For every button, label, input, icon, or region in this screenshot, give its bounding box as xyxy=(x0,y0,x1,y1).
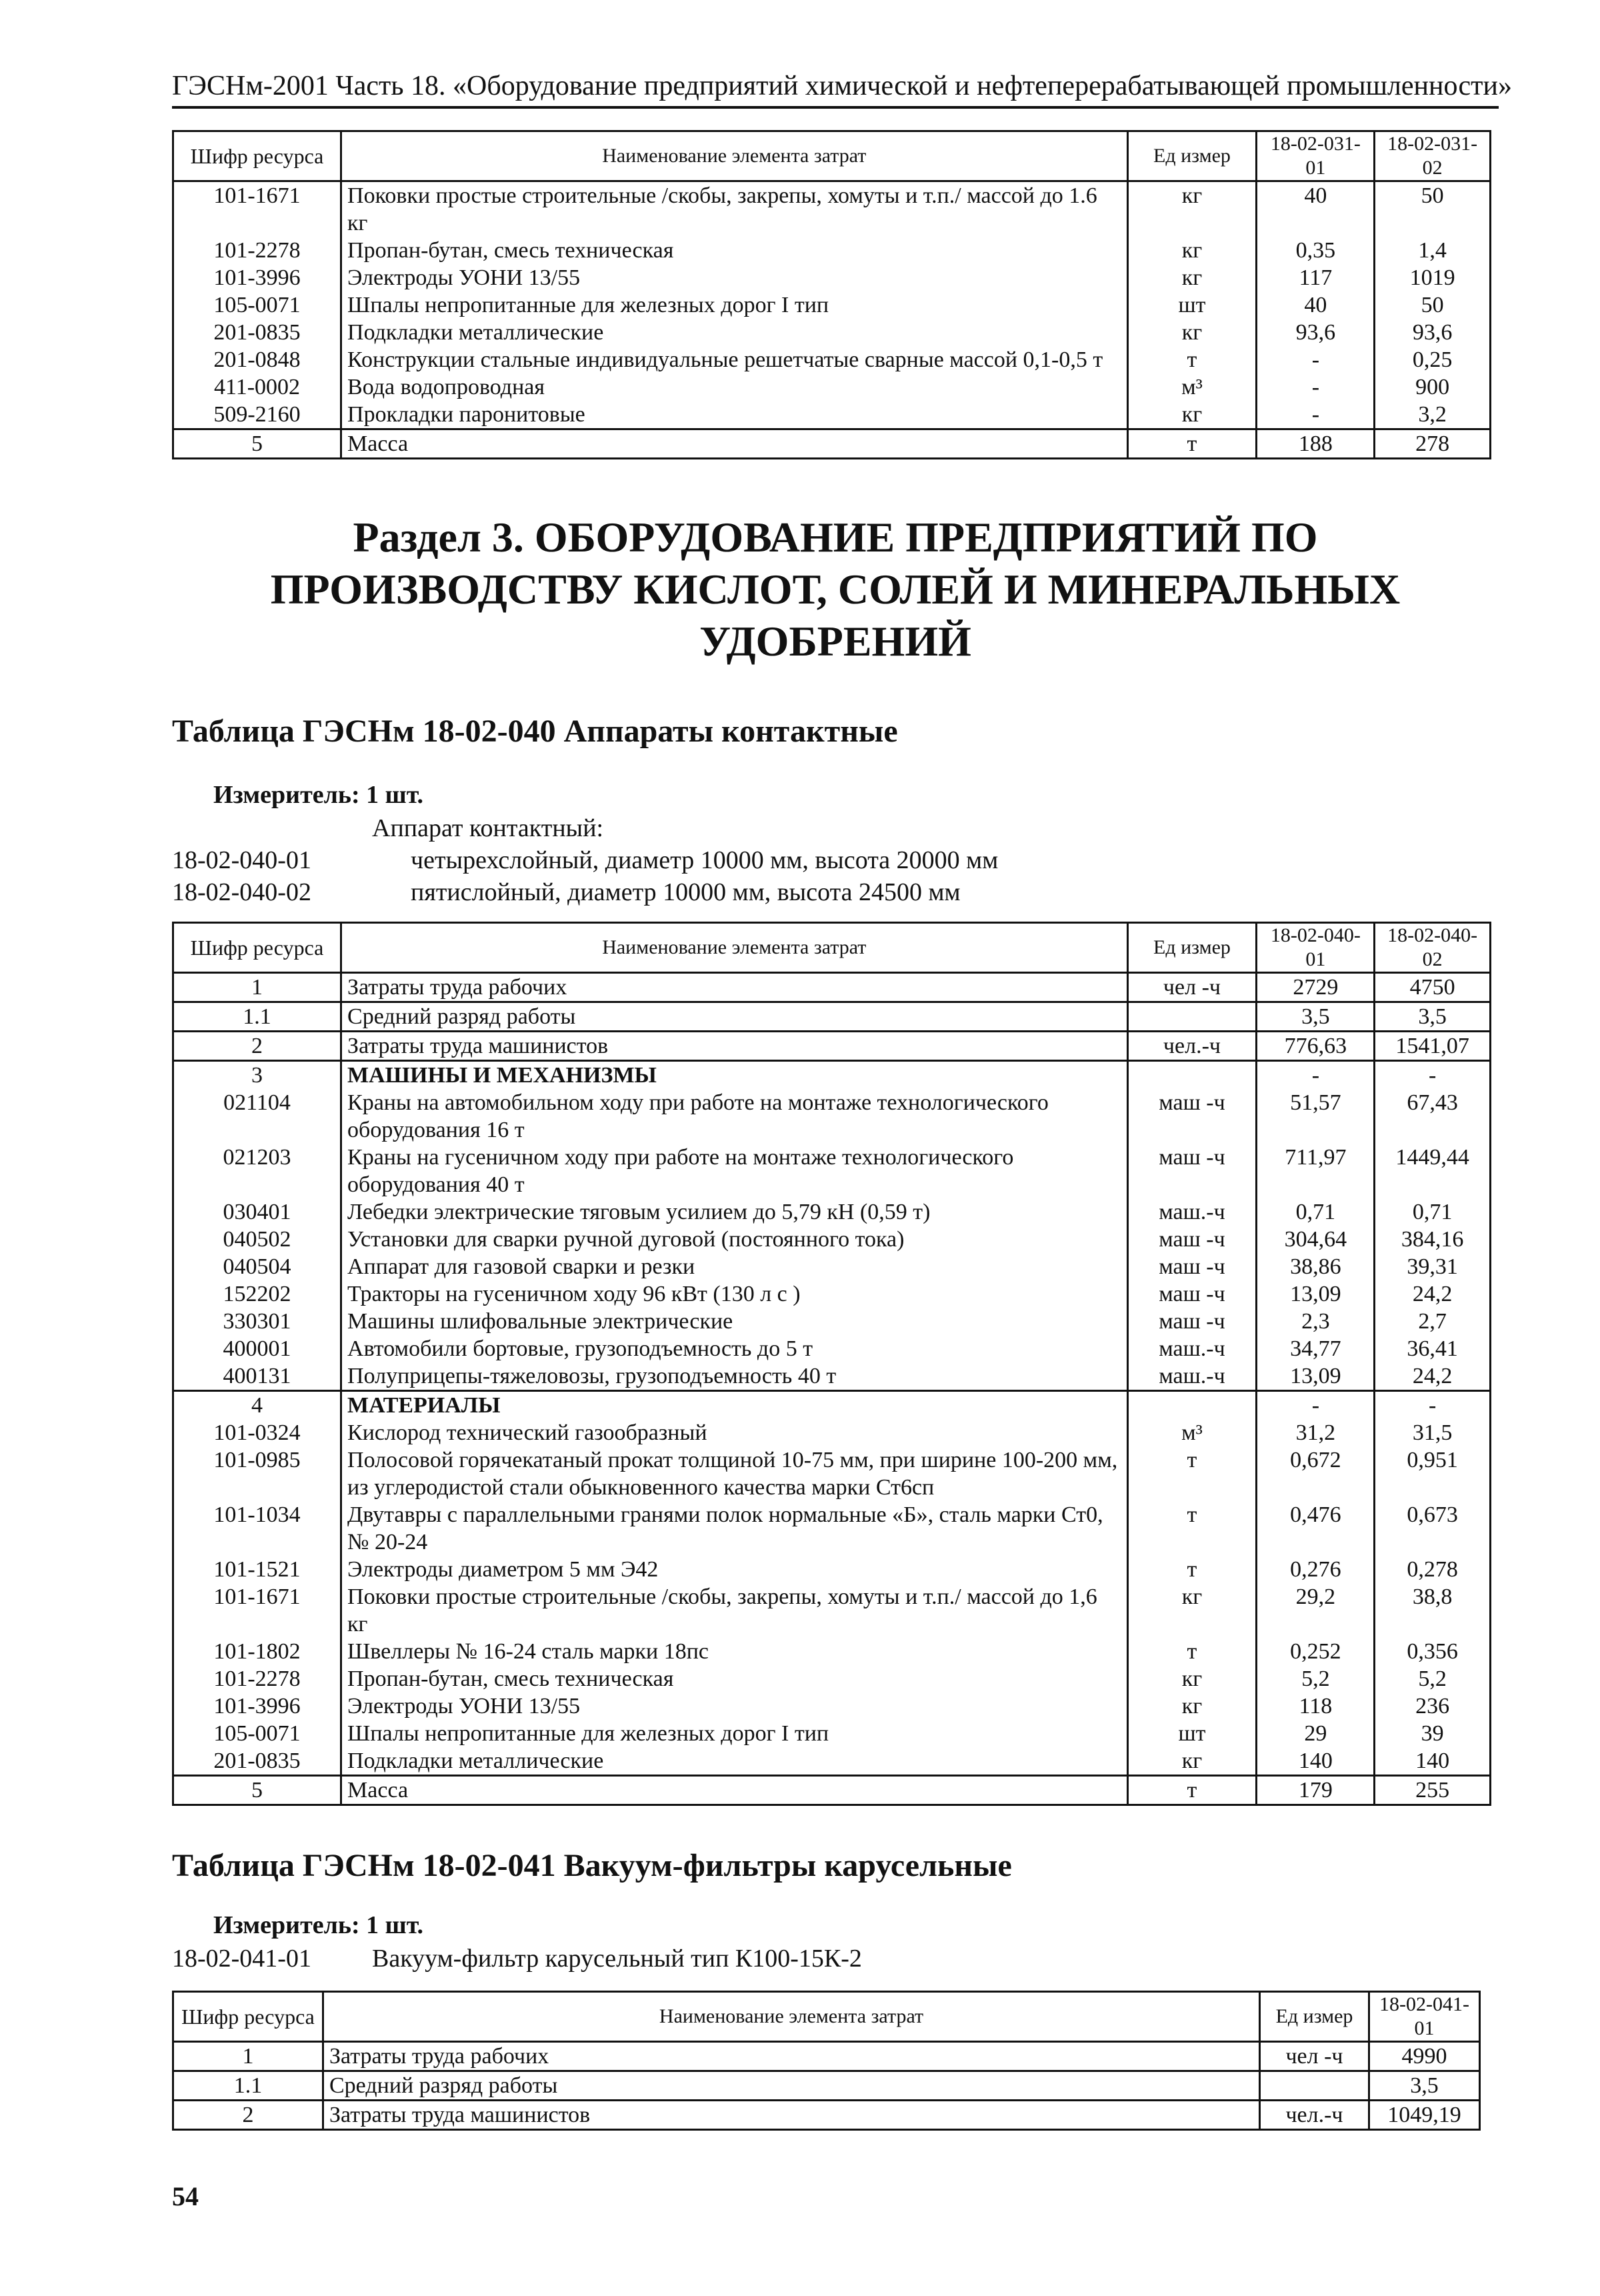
table-row xyxy=(173,1362,1491,1391)
unit xyxy=(1260,2071,1369,2101)
quantity-2: 50 xyxy=(1375,291,1491,319)
quantity-1: 38,86 xyxy=(1257,1253,1375,1280)
quantity-2: 93,6 xyxy=(1375,319,1491,346)
cost-element-name: Лебедки электрические тяговым усилием до 5,79 кН (0,59 т) xyxy=(341,1198,1128,1226)
unit: т xyxy=(1127,346,1257,373)
quantity-2: 24,2 xyxy=(1375,1362,1491,1391)
quantity-1: 0,35 xyxy=(1257,237,1375,264)
quantity-2: 0,356 xyxy=(1375,1638,1491,1665)
quantity-1: 304,64 xyxy=(1257,1226,1375,1253)
quantity-2: 255 xyxy=(1375,1776,1491,1805)
resource-code: 101-1802 xyxy=(173,1638,341,1665)
cost-element-name: Краны на автомобильном ходу при работе на монтаже технологического оборудования 16 т xyxy=(341,1089,1128,1144)
cost-element-name: Подкладки металлические xyxy=(341,1747,1128,1776)
unit: маш -ч xyxy=(1127,1308,1257,1335)
unit xyxy=(1127,1061,1257,1090)
resource-code: 101-2278 xyxy=(173,237,341,264)
quantity-1: - xyxy=(1257,401,1375,429)
quantity-1: 0,252 xyxy=(1257,1638,1375,1665)
resource-code: 021203 xyxy=(173,1144,341,1198)
resource-code: 1 xyxy=(173,973,341,1002)
unit: т xyxy=(1127,1446,1257,1501)
quantity-2: 278 xyxy=(1375,429,1491,459)
quantity-2: 384,16 xyxy=(1375,1226,1491,1253)
quantity-2: 36,41 xyxy=(1375,1335,1491,1362)
table-row xyxy=(173,1446,1491,1501)
quantity-1: 118 xyxy=(1257,1692,1375,1720)
page-number: 54 xyxy=(172,2181,199,2211)
quantity-2: 1,4 xyxy=(1375,237,1491,264)
resource-code: 040504 xyxy=(173,1253,341,1280)
resource-code: 4 xyxy=(173,1391,341,1420)
unit: маш -ч xyxy=(1127,1226,1257,1253)
quantity-1: 711,97 xyxy=(1257,1144,1375,1198)
meter-value: 1 шт. xyxy=(366,781,424,809)
quantity-1: - xyxy=(1257,1391,1375,1420)
unit xyxy=(1127,1391,1257,1420)
quantity-1: 117 xyxy=(1257,264,1375,291)
resource-code: 2 xyxy=(173,2101,323,2130)
cost-element-name: Пропан-бутан, смесь техническая xyxy=(341,1665,1128,1692)
unit: маш -ч xyxy=(1127,1253,1257,1280)
quantity-1: 29,2 xyxy=(1257,1583,1375,1638)
table-row xyxy=(173,1692,1491,1720)
cost-element-name: Средний разряд работы xyxy=(323,2071,1260,2101)
unit: т xyxy=(1127,429,1257,459)
unit: чел -ч xyxy=(1127,973,1257,1002)
meter-label: Измеритель: xyxy=(213,1911,360,1939)
quantity-1: 0,276 xyxy=(1257,1556,1375,1583)
quantity-2: 24,2 xyxy=(1375,1280,1491,1308)
cost-element-name: Тракторы на гусеничном ходу 96 кВт (130 л с ) xyxy=(341,1280,1128,1308)
cost-element-name: Масса xyxy=(341,429,1128,459)
resource-code: 101-3996 xyxy=(173,1692,341,1720)
header-variant-1: 18-02-040-01 xyxy=(1257,923,1375,973)
cost-element-name: Пропан-бутан, смесь техническая xyxy=(341,237,1128,264)
quantity-1: 2,3 xyxy=(1257,1308,1375,1335)
table-row xyxy=(173,1776,1491,1805)
table-row xyxy=(173,1308,1491,1335)
variant-row xyxy=(172,876,1499,908)
quantity-1: 776,63 xyxy=(1257,1032,1375,1061)
quantity-2: 3,2 xyxy=(1375,401,1491,429)
table-title-18-02-040: Таблица ГЭСНм 18-02-040 Аппараты контактные xyxy=(172,714,898,749)
variant-description: Вакуум-фильтр карусельный тип К100-15К-2 xyxy=(372,1945,862,1973)
quantity-2: 5,2 xyxy=(1375,1665,1491,1692)
header-unit: Ед измер xyxy=(1127,923,1257,973)
unit: кг xyxy=(1127,401,1257,429)
quantity-1: 0,71 xyxy=(1257,1198,1375,1226)
table-row xyxy=(173,429,1491,459)
quantity-2: 1019 xyxy=(1375,264,1491,291)
resource-code: 201-0835 xyxy=(173,319,341,346)
quantity-1: 93,6 xyxy=(1257,319,1375,346)
resource-code: 021104 xyxy=(173,1089,341,1144)
quantity-1: - xyxy=(1257,1061,1375,1090)
table-row xyxy=(173,1061,1491,1090)
quantity-1: 140 xyxy=(1257,1747,1375,1776)
unit: т xyxy=(1127,1556,1257,1583)
resource-code: 330301 xyxy=(173,1308,341,1335)
resource-code: 411-0002 xyxy=(173,373,341,401)
table-title-18-02-041: Таблица ГЭСНм 18-02-041 Вакуум-фильтры карусельные xyxy=(172,1848,1012,1883)
table-row xyxy=(173,319,1491,346)
cost-element-name: Машины шлифовальные электрические xyxy=(341,1308,1128,1335)
table-row xyxy=(173,1089,1491,1144)
cost-element-name: Затраты труда машинистов xyxy=(323,2101,1260,2130)
resource-code: 101-0324 xyxy=(173,1419,341,1446)
resource-code: 5 xyxy=(173,429,341,459)
quantity-2: 0,25 xyxy=(1375,346,1491,373)
resource-code: 2 xyxy=(173,1032,341,1061)
quantity-2: 236 xyxy=(1375,1692,1491,1720)
table-row xyxy=(173,1419,1491,1446)
table-row xyxy=(173,1720,1491,1747)
table-row xyxy=(173,181,1491,237)
resource-code: 101-3996 xyxy=(173,264,341,291)
quantity-2: 67,43 xyxy=(1375,1089,1491,1144)
resource-code: 030401 xyxy=(173,1198,341,1226)
resource-code: 3 xyxy=(173,1061,341,1090)
table-row xyxy=(173,1144,1491,1198)
variant-intro: Аппарат контактный: xyxy=(372,814,604,842)
quantity-1: 2729 xyxy=(1257,973,1375,1002)
table-row xyxy=(173,1391,1491,1420)
variant-code: 18-02-040-01 xyxy=(172,846,311,874)
cost-element-name: Вода водопроводная xyxy=(341,373,1128,401)
cost-element-name: Электроды УОНИ 13/55 xyxy=(341,1692,1128,1720)
cost-element-name: Подкладки металлические xyxy=(341,319,1128,346)
cost-element-name: Краны на гусеничном ходу при работе на монтаже технологического оборудования 40 т xyxy=(341,1144,1128,1198)
cost-element-name: Электроды УОНИ 13/55 xyxy=(341,264,1128,291)
quantity-1: 3,5 xyxy=(1257,1002,1375,1032)
table-row xyxy=(173,973,1491,1002)
resource-table-18-02-040 xyxy=(172,922,1491,1806)
header-variant-2: 18-02-031-02 xyxy=(1375,131,1491,181)
unit: маш.-ч xyxy=(1127,1198,1257,1226)
quantity-2: - xyxy=(1375,1391,1491,1420)
quantity-2: 1541,07 xyxy=(1375,1032,1491,1061)
table-row xyxy=(173,1665,1491,1692)
quantity-2: 39,31 xyxy=(1375,1253,1491,1280)
meter-value: 1 шт. xyxy=(366,1911,424,1939)
variant-description: пятислойный, диаметр 10000 мм, высота 24500 мм xyxy=(411,878,961,906)
table-row xyxy=(173,1253,1491,1280)
cost-element-name: МАТЕРИАЛЫ xyxy=(341,1391,1128,1420)
cost-element-name: Установки для сварки ручной дуговой (постоянного тока) xyxy=(341,1226,1128,1253)
header-variant-1: 18-02-031-01 xyxy=(1257,131,1375,181)
unit: м³ xyxy=(1127,1419,1257,1446)
unit: кг xyxy=(1127,1692,1257,1720)
unit: кг xyxy=(1127,1747,1257,1776)
header-name: Наименование элемента затрат xyxy=(341,923,1128,973)
quantity-1: 40 xyxy=(1257,291,1375,319)
table-row xyxy=(173,346,1491,373)
table-row xyxy=(173,1335,1491,1362)
variant-description: четырехслойный, диаметр 10000 мм, высота 20000 мм xyxy=(411,846,999,874)
unit: чел.-ч xyxy=(1127,1032,1257,1061)
quantity-1: 188 xyxy=(1257,429,1375,459)
cost-element-name: Двутавры с параллельными гранями полок нормальные «Б», сталь марки Ст0, № 20-24 xyxy=(341,1501,1128,1556)
unit: маш -ч xyxy=(1127,1089,1257,1144)
cost-element-name: Затраты труда машинистов xyxy=(341,1032,1128,1061)
cost-element-name: Поковки простые строительные /скобы, закрепы, хомуты и т.п./ массой до 1,6 кг xyxy=(341,1583,1128,1638)
unit: кг xyxy=(1127,319,1257,346)
resource-code: 101-1521 xyxy=(173,1556,341,1583)
cost-element-name: Шпалы непропитанные для железных дорог I тип xyxy=(341,291,1128,319)
quantity-2: 0,951 xyxy=(1375,1446,1491,1501)
meter-line xyxy=(213,1911,1499,1940)
running-header: ГЭСНм-2001 Часть 18. «Оборудование предприятий химической и нефтеперерабатывающей промышленности» xyxy=(172,70,1499,109)
cost-element-name: Затраты труда рабочих xyxy=(341,973,1128,1002)
resource-code: 1.1 xyxy=(173,1002,341,1032)
unit: кг xyxy=(1127,237,1257,264)
quantity-1: 0,476 xyxy=(1257,1501,1375,1556)
resource-code: 040502 xyxy=(173,1226,341,1253)
table-row xyxy=(173,1280,1491,1308)
quantity-2: 0,278 xyxy=(1375,1556,1491,1583)
cost-element-name: Конструкции стальные индивидуальные решетчатые сварные массой 0,1-0,5 т xyxy=(341,346,1128,373)
cost-element-name: Электроды диаметром 5 мм Э42 xyxy=(341,1556,1128,1583)
header-variant-1: 18-02-041-01 xyxy=(1369,1992,1480,2042)
quantity-1: 29 xyxy=(1257,1720,1375,1747)
document-page xyxy=(172,70,1512,2131)
unit: м³ xyxy=(1127,373,1257,401)
variant-row xyxy=(172,844,1499,876)
table-row xyxy=(173,2071,1480,2101)
header-name: Наименование элемента затрат xyxy=(323,1992,1260,2042)
quantity-2: 1449,44 xyxy=(1375,1144,1491,1198)
table-row xyxy=(173,1583,1491,1638)
unit: кг xyxy=(1127,264,1257,291)
header-code: Шифр ресурса xyxy=(173,131,341,181)
cost-element-name: Прокладки паронитовые xyxy=(341,401,1128,429)
unit: маш -ч xyxy=(1127,1144,1257,1198)
unit: чел.-ч xyxy=(1260,2101,1369,2130)
resource-code: 5 xyxy=(173,1776,341,1805)
resource-code: 152202 xyxy=(173,1280,341,1308)
unit: маш.-ч xyxy=(1127,1362,1257,1391)
section-title: Раздел 3. ОБОРУДОВАНИЕ ПРЕДПРИЯТИЙ ПО ПРОИЗВОДСТВУ КИСЛОТ, СОЛЕЙ И МИНЕРАЛЬНЫХ УДОБРЕНИЙ xyxy=(270,513,1401,665)
unit: кг xyxy=(1127,1665,1257,1692)
unit: т xyxy=(1127,1638,1257,1665)
quantity-1: - xyxy=(1257,373,1375,401)
quantity-1: 51,57 xyxy=(1257,1089,1375,1144)
resource-code: 101-1671 xyxy=(173,181,341,237)
variant-code: 18-02-041-01 xyxy=(172,1945,311,1973)
quantity-1: 3,5 xyxy=(1369,2071,1480,2101)
cost-element-name: Поковки простые строительные /скобы, закрепы, хомуты и т.п./ массой до 1.6 кг xyxy=(341,181,1128,237)
cost-element-name: Шпалы непропитанные для железных дорог I тип xyxy=(341,1720,1128,1747)
table-row xyxy=(173,1638,1491,1665)
quantity-1: 0,672 xyxy=(1257,1446,1375,1501)
unit: шт xyxy=(1127,1720,1257,1747)
quantity-1: 5,2 xyxy=(1257,1665,1375,1692)
table-row xyxy=(173,401,1491,429)
variant-row xyxy=(172,1943,1499,1975)
quantity-2: 38,8 xyxy=(1375,1583,1491,1638)
cost-element-name: Швеллеры № 16-24 сталь марки 18пс xyxy=(341,1638,1128,1665)
header-name: Наименование элемента затрат xyxy=(341,131,1128,181)
quantity-2: - xyxy=(1375,1061,1491,1090)
unit: чел -ч xyxy=(1260,2042,1369,2071)
resource-code: 509-2160 xyxy=(173,401,341,429)
unit xyxy=(1127,1002,1257,1032)
header-unit: Ед измер xyxy=(1260,1992,1369,2042)
resource-code: 201-0835 xyxy=(173,1747,341,1776)
variant-code: 18-02-040-02 xyxy=(172,878,311,906)
quantity-2: 900 xyxy=(1375,373,1491,401)
table-row xyxy=(173,2101,1480,2130)
header-code: Шифр ресурса xyxy=(173,1992,323,2042)
table-row xyxy=(173,237,1491,264)
table-row xyxy=(173,373,1491,401)
resource-code: 1.1 xyxy=(173,2071,323,2101)
resource-code: 105-0071 xyxy=(173,291,341,319)
variant-list xyxy=(172,812,1499,908)
resource-code: 101-1671 xyxy=(173,1583,341,1638)
cost-element-name: Средний разряд работы xyxy=(341,1002,1128,1032)
table-row xyxy=(173,264,1491,291)
quantity-1: - xyxy=(1257,346,1375,373)
cost-element-name: Аппарат для газовой сварки и резки xyxy=(341,1253,1128,1280)
cost-element-name: Полосовой горячекатаный прокат толщиной 10-75 мм, при ширине 100-200 мм, из углеродистой стали обыкновенного качества марки Ст6сп xyxy=(341,1446,1128,1501)
resource-code: 101-1034 xyxy=(173,1501,341,1556)
resource-code: 400131 xyxy=(173,1362,341,1391)
quantity-2: 0,71 xyxy=(1375,1198,1491,1226)
table-row xyxy=(173,291,1491,319)
header-code: Шифр ресурса xyxy=(173,923,341,973)
table-row xyxy=(173,1198,1491,1226)
table-row xyxy=(173,1226,1491,1253)
unit: маш.-ч xyxy=(1127,1335,1257,1362)
quantity-2: 2,7 xyxy=(1375,1308,1491,1335)
table-row xyxy=(173,2042,1480,2071)
meter-line xyxy=(213,780,1499,810)
quantity-1: 31,2 xyxy=(1257,1419,1375,1446)
cost-element-name: Масса xyxy=(341,1776,1128,1805)
resource-code: 201-0848 xyxy=(173,346,341,373)
table-row xyxy=(173,1747,1491,1776)
unit: кг xyxy=(1127,1583,1257,1638)
header-unit: Ед измер xyxy=(1127,131,1257,181)
quantity-2: 0,673 xyxy=(1375,1501,1491,1556)
table-row xyxy=(173,1002,1491,1032)
unit: шт xyxy=(1127,291,1257,319)
table-row xyxy=(173,1501,1491,1556)
resource-table-18-02-031 xyxy=(172,130,1491,459)
resource-code: 101-0985 xyxy=(173,1446,341,1501)
variant-list xyxy=(172,1943,1499,1975)
cost-element-name: Кислород технический газообразный xyxy=(341,1419,1128,1446)
quantity-1: 40 xyxy=(1257,181,1375,237)
quantity-2: 31,5 xyxy=(1375,1419,1491,1446)
resource-code: 105-0071 xyxy=(173,1720,341,1747)
unit: кг xyxy=(1127,181,1257,237)
cost-element-name: Автомобили бортовые, грузоподъемность до 5 т xyxy=(341,1335,1128,1362)
quantity-2: 140 xyxy=(1375,1747,1491,1776)
resource-code: 1 xyxy=(173,2042,323,2071)
quantity-1: 1049,19 xyxy=(1369,2101,1480,2130)
quantity-2: 50 xyxy=(1375,181,1491,237)
resource-code: 101-2278 xyxy=(173,1665,341,1692)
meter-label: Измеритель: xyxy=(213,781,360,809)
resource-code: 400001 xyxy=(173,1335,341,1362)
quantity-2: 4750 xyxy=(1375,973,1491,1002)
unit: маш -ч xyxy=(1127,1280,1257,1308)
cost-element-name: Полуприцепы-тяжеловозы, грузоподъемность 40 т xyxy=(341,1362,1128,1391)
quantity-1: 34,77 xyxy=(1257,1335,1375,1362)
cost-element-name: МАШИНЫ И МЕХАНИЗМЫ xyxy=(341,1061,1128,1090)
quantity-1: 4990 xyxy=(1369,2042,1480,2071)
resource-table-18-02-041 xyxy=(172,1991,1481,2131)
quantity-2: 39 xyxy=(1375,1720,1491,1747)
quantity-1: 179 xyxy=(1257,1776,1375,1805)
unit: т xyxy=(1127,1776,1257,1805)
cost-element-name: Затраты труда рабочих xyxy=(323,2042,1260,2071)
table-row xyxy=(173,1032,1491,1061)
quantity-2: 3,5 xyxy=(1375,1002,1491,1032)
header-variant-2: 18-02-040-02 xyxy=(1375,923,1491,973)
quantity-1: 13,09 xyxy=(1257,1280,1375,1308)
table-row xyxy=(173,1556,1491,1583)
unit: т xyxy=(1127,1501,1257,1556)
quantity-1: 13,09 xyxy=(1257,1362,1375,1391)
